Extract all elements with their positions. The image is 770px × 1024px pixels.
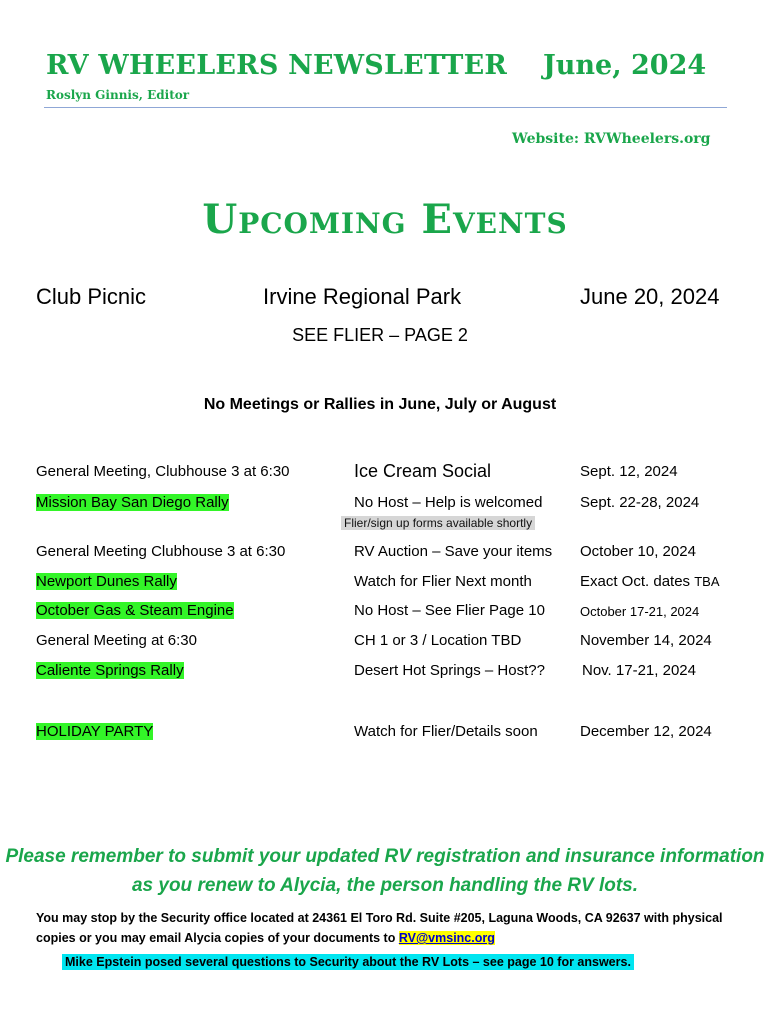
event-note: Flier/sign up forms available shortly [341,516,535,530]
registration-reminder: Please remember to submit your updated RV registration and insurance information as you renew to Alycia, the person handling the RV lots. [5,846,765,896]
event-name: General Meeting Clubhouse 3 at 6:30 [36,543,286,560]
event-date: October 17-21, 2024 [580,604,700,619]
event-name-highlighted: HOLIDAY PARTY [36,723,154,740]
event-name-highlighted: Newport Dunes Rally [36,573,177,590]
event-name: General Meeting at 6:30 [36,632,197,649]
website-link[interactable]: Website: RVWheelers.org [512,131,711,147]
editor-credit: Roslyn Ginnis, Editor [46,88,190,102]
security-office-text: You may stop by the Security office located at 24361 El Toro Rd. Suite #205, Laguna Woods, CA 92637 with physical copies or you may email Alycia copies of your documents to [36,911,723,945]
email-link[interactable]: RV@vmsinc.org [398,931,495,945]
event-date: Exact Oct. dates TBA [580,573,720,590]
event-name-highlighted: Mission Bay San Diego Rally [36,494,229,511]
event-detail: Watch for Flier/Details soon [354,723,538,740]
event-detail: Watch for Flier Next month [354,573,532,590]
event-name-highlighted: October Gas & Steam Engine [36,602,234,619]
event-detail: No Host – Help is welcomed [354,494,543,511]
event-date: November 14, 2024 [580,632,712,649]
header-divider [44,107,727,108]
featured-event-location: Irvine Regional Park [263,284,462,309]
newsletter-title: RV WHEELERS NEWSLETTER [46,50,508,81]
event-date: December 12, 2024 [580,723,712,740]
event-date: Sept. 12, 2024 [580,463,678,480]
newsletter-date: June, 2024 [543,50,707,81]
event-date-suffix: TBA [694,574,720,589]
event-detail: Ice Cream Social [354,461,492,481]
featured-event-note: SEE FLIER – PAGE 2 [292,325,468,345]
section-title: Upcoming Events [202,196,568,243]
event-detail: Desert Hot Springs – Host?? [354,662,545,679]
no-meetings-notice: No Meetings or Rallies in June, July or August [203,396,557,413]
event-date: October 10, 2024 [580,543,696,560]
event-date: Nov. 17-21, 2024 [582,662,696,679]
event-date: Sept. 22-28, 2024 [580,494,700,511]
event-name: General Meeting, Clubhouse 3 at 6:30 [36,463,290,480]
featured-event-name: Club Picnic [36,284,147,309]
event-detail: RV Auction – Save your items [354,543,553,560]
event-detail: CH 1 or 3 / Location TBD [354,632,522,649]
event-name-highlighted: Caliente Springs Rally [36,662,184,679]
security-office-info [36,908,736,948]
featured-event-date: June 20, 2024 [580,284,720,309]
event-detail: No Host – See Flier Page 10 [354,602,545,619]
mike-epstein-note: Mike Epstein posed several questions to Security about the RV Lots – see page 10 for answers. [62,954,634,970]
